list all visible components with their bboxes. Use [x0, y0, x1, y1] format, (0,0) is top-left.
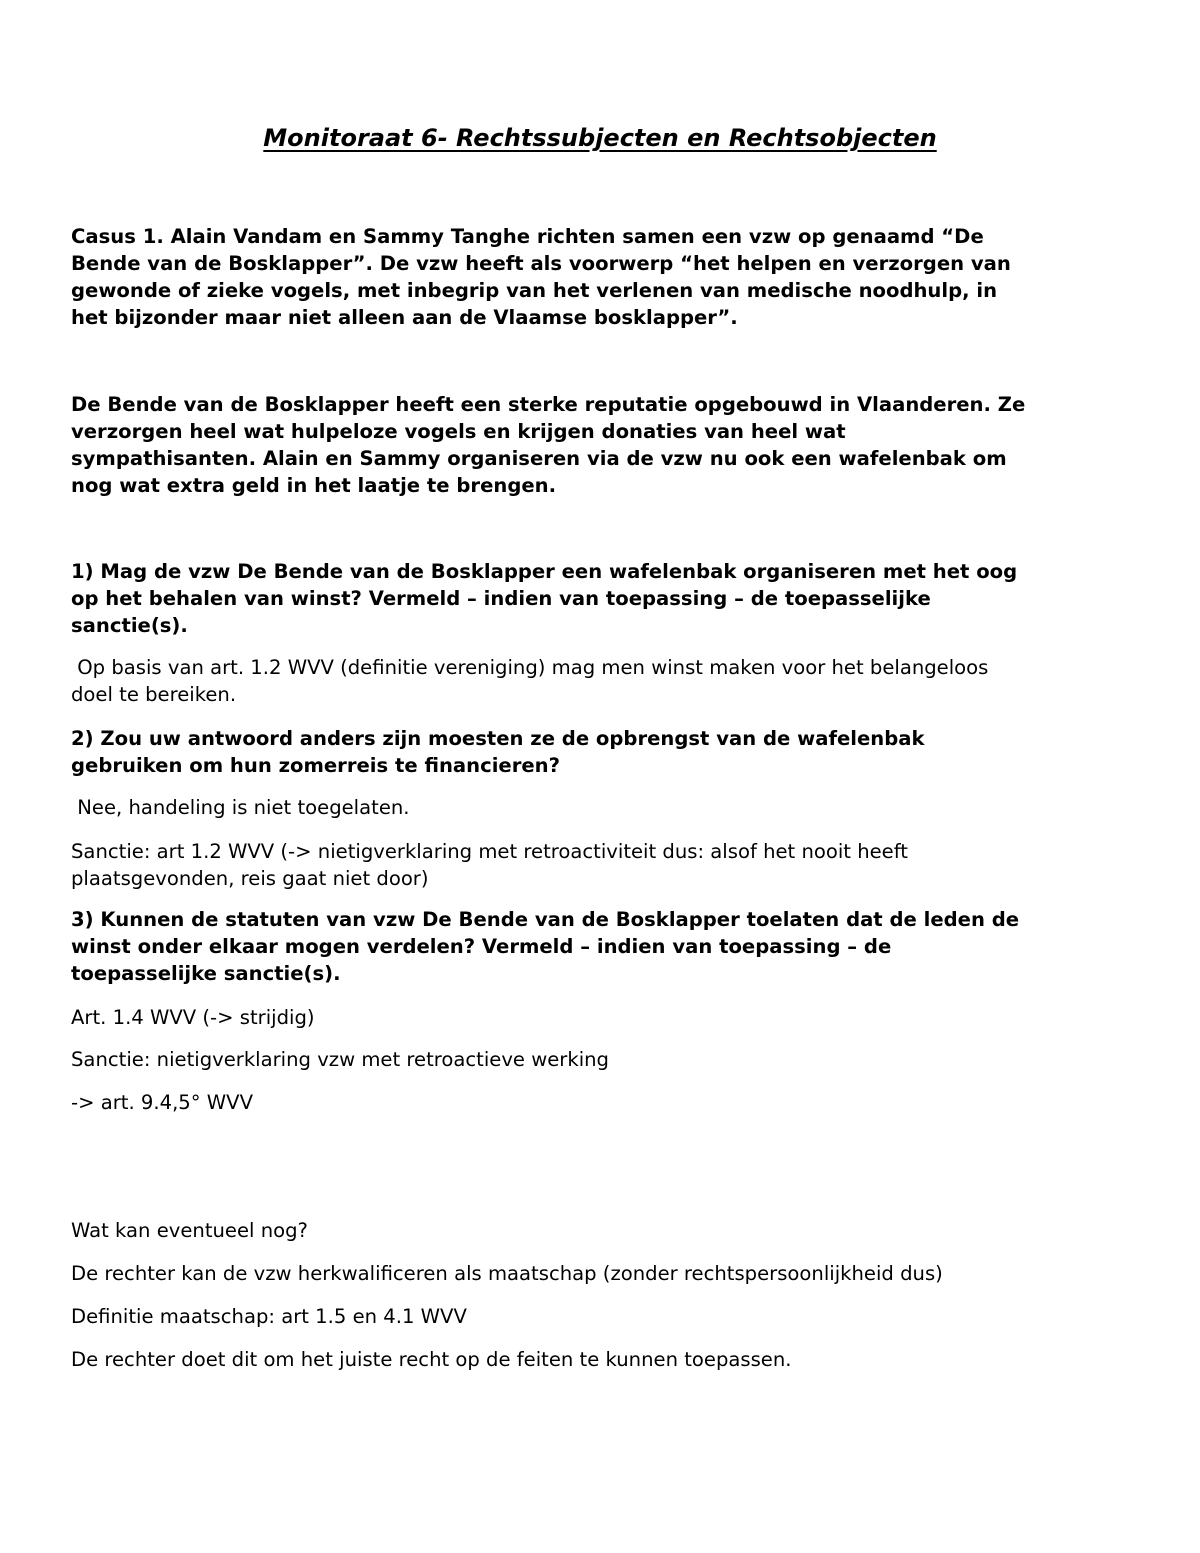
answer-line: Op basis van art. 1.2 WVV (definitie vereniging) mag men winst maken voor het belangeloos: [71, 656, 989, 679]
answer-line: Sanctie: art 1.2 WVV (-> nietigverklaring met retroactiviteit dus: alsof het nooit heeft: [71, 840, 908, 863]
casus-line: Casus 1. Alain Vandam en Sammy Tanghe richten samen een vzw op genaamd “De: [71, 225, 984, 248]
answer-line: plaatsgevonden, reis gaat niet door): [71, 867, 429, 890]
answer-2a: [71, 794, 410, 821]
answer-line: Sanctie: nietigverklaring vzw met retroactieve werking: [71, 1048, 609, 1071]
answer-line: doel te bereiken.: [71, 683, 237, 706]
answer-line: Nee, handeling is niet toegelaten.: [71, 796, 410, 819]
context-line: nog wat extra geld in het laatje te brengen.: [71, 474, 557, 497]
question-line: 2) Zou uw antwoord anders zijn moesten ze de opbrengst van de wafelenbak: [71, 727, 925, 750]
context-line: sympathisanten. Alain en Sammy organiseren via de vzw nu ook een wafelenbak om: [71, 447, 1007, 470]
extra-text: De rechter doet dit om het juiste recht op de feiten te kunnen toepassen.: [71, 1348, 792, 1371]
context-line: verzorgen heel wat hulpeloze vogels en krijgen donaties van heel wat: [71, 420, 846, 443]
extra-line-3: [71, 1346, 792, 1373]
extra-heading: [71, 1217, 308, 1244]
question-3: [71, 906, 1019, 987]
context-line: De Bende van de Bosklapper heeft een sterke reputatie opgebouwd in Vlaanderen. Ze: [71, 393, 1026, 416]
document-title: Monitoraat 6- Rechtssubjecten en Rechtsobjecten: [263, 124, 937, 152]
casus-line: het bijzonder maar niet alleen aan de Vlaamse bosklapper”.: [71, 306, 738, 329]
question-1: [71, 558, 1017, 639]
question-line: gebruiken om hun zomerreis te financieren?: [71, 754, 560, 777]
answer-2b: [71, 838, 908, 892]
answer-3c: [71, 1089, 253, 1116]
answer-3a: [71, 1004, 315, 1031]
answer-1: [71, 654, 988, 708]
extra-line-2: [71, 1303, 467, 1330]
question-line: 1) Mag de vzw De Bende van de Bosklapper een wafelenbak organiseren met het oog: [71, 560, 1018, 583]
question-2: [71, 725, 925, 779]
extra-heading-text: Wat kan eventueel nog?: [71, 1219, 308, 1242]
answer-line: -> art. 9.4,5° WVV: [71, 1091, 253, 1114]
extra-line-1: [71, 1260, 943, 1287]
answer-3b: [71, 1046, 609, 1073]
question-line: toepasselijke sanctie(s).: [71, 962, 341, 985]
casus-line: Bende van de Bosklapper”. De vzw heeft als voorwerp “het helpen en verzorgen van: [71, 252, 1011, 275]
answer-line: Art. 1.4 WVV (-> strijdig): [71, 1006, 315, 1029]
question-line: 3) Kunnen de statuten van vzw De Bende van de Bosklapper toelaten dat de leden de: [71, 908, 1020, 931]
casus-line: gewonde of zieke vogels, met inbegrip van het verlenen van medische noodhulp, in: [71, 279, 998, 302]
context-paragraph: [71, 391, 1025, 499]
question-line: sanctie(s).: [71, 614, 188, 637]
extra-text: De rechter kan de vzw herkwalificeren als maatschap (zonder rechtspersoonlijkheid dus): [71, 1262, 943, 1285]
casus-paragraph: [71, 223, 1011, 331]
question-line: winst onder elkaar mogen verdelen? Vermeld – indien van toepassing – de: [71, 935, 892, 958]
question-line: op het behalen van winst? Vermeld – indien van toepassing – de toepasselijke: [71, 587, 931, 610]
extra-text: Definitie maatschap: art 1.5 en 4.1 WVV: [71, 1305, 467, 1328]
